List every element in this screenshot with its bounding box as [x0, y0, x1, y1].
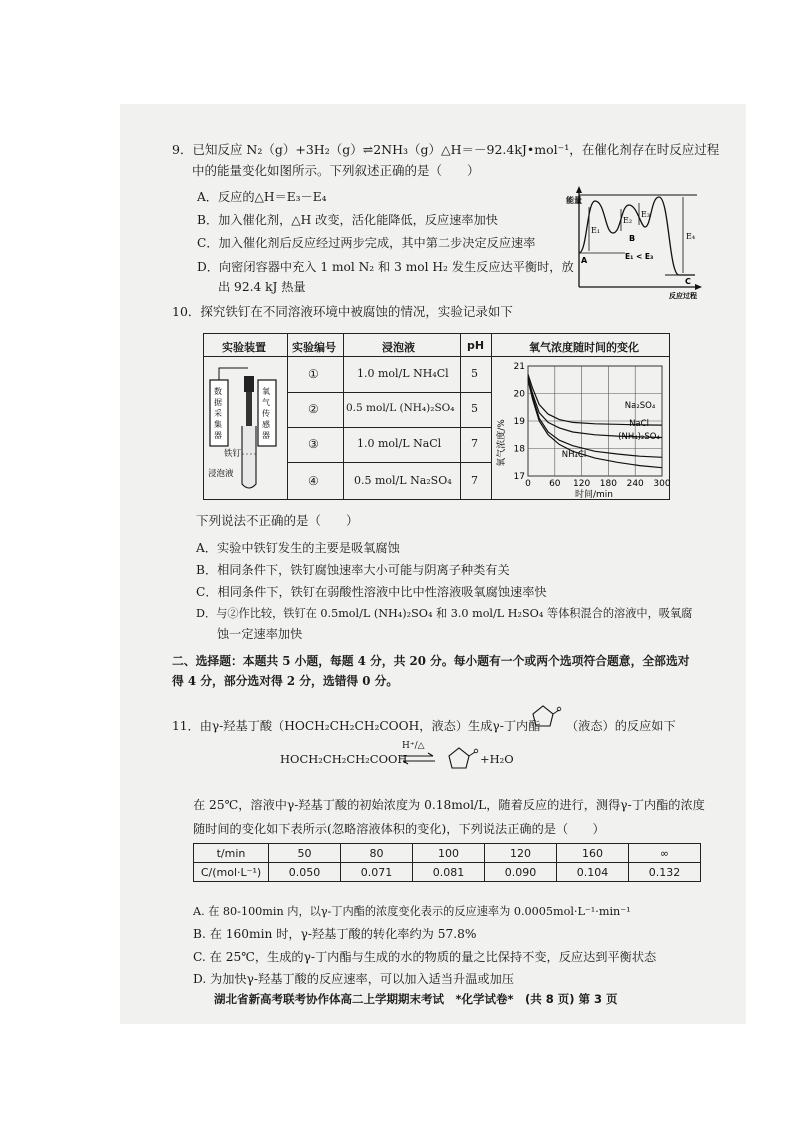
q9-option-a: A．反应的△H＝E₃－E₄ [197, 190, 327, 204]
table-cell: 80 [341, 844, 413, 863]
q11-option-d: D. 为加快γ-羟基丁酸的反应速率，可以加入适当升温或加压 [193, 972, 514, 986]
label-e4: E₄ [686, 232, 696, 241]
series-label-nacl: NaCl [629, 419, 649, 429]
x-tick-label: 60 [549, 479, 561, 489]
page-footer: 湖北省新高考联考协作体高二上学期期末考试 *化学试卷* (共 8 页) 第 3 页 [214, 992, 618, 1006]
series-label-na2so4: Na₂SO₄ [624, 401, 656, 411]
header-solution: 浸泡液 [382, 341, 415, 354]
table-cell: 160 [557, 844, 629, 863]
equilibrium-arrow-icon [400, 752, 436, 766]
equation-condition: H⁺/△ [402, 741, 425, 751]
table-cell: 100 [413, 844, 485, 863]
point-a: A [581, 256, 588, 265]
y-tick-label: 19 [513, 417, 525, 427]
apparatus-diagram [206, 358, 286, 498]
q11-stem-cont: （液态）的反应如下 [566, 719, 676, 733]
row2-id: ② [308, 402, 319, 416]
row2-solution: 0.5 mol/L (NH₄)₂SO₄ [346, 402, 455, 414]
label-e2: E₂ [623, 216, 633, 225]
header-ph: pH [467, 339, 485, 352]
q10-option-c: C．相同条件下，铁钉在弱酸性溶液中比中性溶液吸氧腐蚀速率快 [196, 585, 547, 599]
table-cell: 0.090 [485, 863, 557, 882]
row4-solution: 0.5 mol/L Na₂SO₄ [354, 474, 452, 487]
table-cell: 0.132 [629, 863, 701, 882]
lactone-product-structure [440, 740, 480, 774]
q9-option-b: B．加入催化剂，△H 改变，活化能降低，反应速率加快 [197, 213, 498, 227]
row4-ph: 7 [471, 474, 478, 487]
q10-option-b: B．相同条件下，铁钉腐蚀速率大小可能与阴离子种类有关 [196, 563, 510, 577]
liquid-label: 浸泡液 [208, 469, 234, 479]
equation-product: +H₂O [480, 752, 514, 766]
label-e3: E₃ [641, 210, 651, 219]
nail-label: 铁钉 [224, 449, 242, 459]
table-cell: 0.071 [341, 863, 413, 882]
table-row [194, 863, 701, 882]
table-cell: 120 [485, 844, 557, 863]
row3-solution: 1.0 mol/L NaCl [357, 437, 442, 450]
chart-y-label: 氧气浓度/% [497, 419, 507, 467]
q11-option-b: B. 在 160min 时，γ-羟基丁酸的转化率约为 57.8% [193, 927, 477, 941]
table-cell: 0.104 [557, 863, 629, 882]
apparatus-right-box-label: 氧气传感器 [262, 387, 270, 440]
q11-description: 在 25℃，溶液中γ-羟基丁酸的初始浓度为 0.18mol/L，随着反应的进行，测得γ-丁内酯的浓度 [193, 798, 705, 812]
series-label-nh42so4: (NH₄)₂SO₄ [618, 432, 660, 442]
oxygen-concentration-chart [494, 358, 671, 500]
section2-heading-cont: 得 4 分，部分选对得 2 分，选错得 0 分。 [172, 674, 399, 688]
row3-id: ③ [308, 437, 319, 451]
x-tick-label: 0 [525, 479, 531, 489]
q10-stem: 10．探究铁钉在不同溶液环境中被腐蚀的情况，实验记录如下 [172, 304, 513, 319]
energy-note: E₁ < E₃ [625, 252, 654, 261]
x-tick-label: 300 [653, 479, 671, 489]
row1-ph: 5 [471, 367, 478, 380]
point-b: B [629, 234, 636, 243]
series-line-1 [528, 374, 662, 425]
equation-reactant: HOCH₂CH₂CH₂COOH [280, 752, 408, 766]
y-tick-label: 21 [513, 362, 525, 372]
table-cell: t/min [194, 844, 269, 863]
chart-x-label: 时间/min [574, 490, 614, 500]
concentration-table [193, 843, 701, 882]
label-e1: E₁ [591, 226, 601, 235]
x-tick-label: 120 [573, 479, 591, 489]
q10-option-d: D．与②作比较，铁钉在 0.5mol/L (NH₄)₂SO₄ 和 3.0 mol/L H₂SO₄ 等体积混合的溶液中，吸氧腐 [196, 607, 693, 620]
y-tick-label: 20 [513, 389, 525, 400]
section2-heading: 二、选择题：本题共 5 小题，每题 4 分，共 20 分。每小题有一个或两个选项符合题意，全部选对 [172, 654, 690, 668]
q9-stem-line1: 9．已知反应 N₂（g）+3H₂（g）⇌2NH₃（g）△H＝－92.4kJ•mol⁻¹，在催化剂存在时反应过程 [172, 142, 720, 157]
table-cell: 0.050 [269, 863, 341, 882]
series-line-3 [528, 377, 662, 457]
x-tick-label: 240 [626, 479, 644, 489]
row4-id: ④ [308, 474, 319, 488]
header-o2-curve: 氧气浓度随时间的变化 [529, 341, 639, 354]
gamma-butyrolactone-structure [524, 698, 562, 734]
y-tick-label: 17 [513, 472, 525, 482]
q11-option-c: C. 在 25℃，生成的γ-丁内酯与生成的水的物质的量之比保持不变，反应达到平衡状态 [193, 950, 657, 964]
q11-option-a: A. 在 80-100min 内，以γ-丁内酯的浓度变化表示的反应速率为 0.0005mol·L⁻¹·min⁻¹ [193, 905, 631, 918]
q10-question: 下列说法不正确的是（ ） [196, 513, 359, 528]
process-axis-label: 反应过程 [669, 292, 697, 300]
energy-axis-label: 能量 [566, 196, 582, 205]
q9-option-d-cont: 出 92.4 kJ 热量 [218, 280, 306, 294]
x-tick-label: 180 [599, 479, 617, 489]
table-header-row [194, 844, 701, 863]
point-c: C [685, 277, 691, 286]
table-cell: 0.081 [413, 863, 485, 882]
energy-profile-diagram [565, 183, 705, 301]
row2-ph: 5 [471, 402, 478, 415]
q11-stem: 11．由γ-羟基丁酸（HOCH₂CH₂CH₂COOH，液态）生成γ-丁内酯 [172, 719, 541, 733]
q11-description-cont: 随时间的变化如下表所示(忽略溶液体积的变化)，下列说法正确的是（ ） [193, 822, 605, 836]
header-apparatus: 实验装置 [222, 341, 266, 354]
series-label-nh4cl: NH₄Cl [561, 450, 587, 460]
q9-option-c: C．加入催化剂后反应经过两步完成，其中第二步决定反应速率 [197, 236, 536, 250]
apparatus-left-box-label: 数据采集器 [214, 387, 222, 440]
q9-stem-line2: 中的能量变化如图所示。下列叙述正确的是（ ） [192, 163, 480, 178]
row3-ph: 7 [471, 437, 478, 450]
y-tick-label: 18 [513, 444, 525, 455]
table-cell: ∞ [629, 844, 701, 863]
table-cell: 50 [269, 844, 341, 863]
row1-id: ① [308, 367, 319, 381]
table-cell: C/(mol·L⁻¹) [194, 863, 269, 882]
q10-option-d-cont: 蚀一定速率加快 [217, 627, 303, 641]
q10-option-a: A．实验中铁钉发生的主要是吸氧腐蚀 [196, 541, 400, 555]
q9-option-d: D．向密闭容器中充入 1 mol N₂ 和 3 mol H₂ 发生反应达平衡时，放 [197, 260, 574, 274]
row1-solution: 1.0 mol/L NH₄Cl [357, 367, 449, 380]
header-exp-id: 实验编号 [292, 341, 336, 354]
experiment-table [203, 333, 670, 500]
